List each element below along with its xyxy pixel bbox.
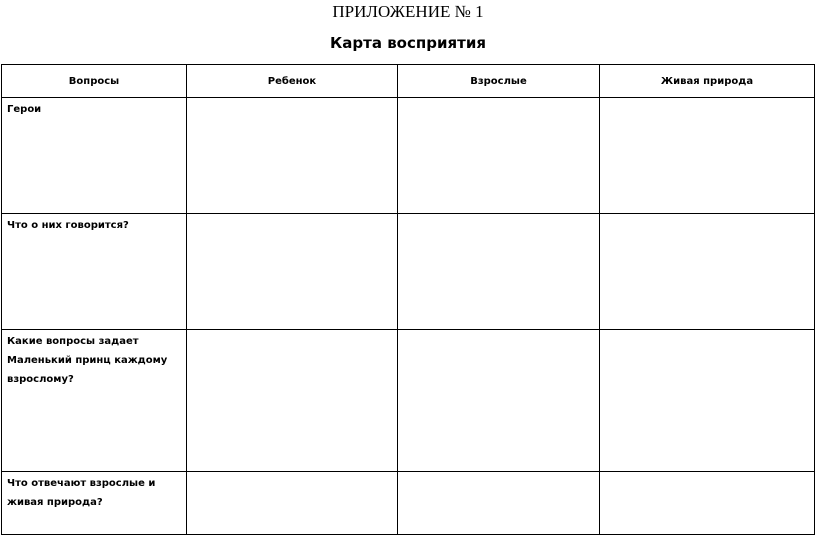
answer-cell-child[interactable] xyxy=(187,330,398,472)
table-row xyxy=(2,98,815,214)
answer-cell-child[interactable] xyxy=(187,214,398,330)
answer-cell-nature[interactable] xyxy=(600,472,815,535)
question-cell: Что о них говорится? xyxy=(2,214,187,330)
column-header-adults: Взрослые xyxy=(398,65,600,98)
answer-cell-nature[interactable] xyxy=(600,214,815,330)
answer-cell-nature[interactable] xyxy=(600,330,815,472)
perception-map-table xyxy=(1,64,815,535)
page-title: Карта восприятия xyxy=(330,34,486,52)
question-cell: Какие вопросы задает Маленький принц каждому взрослому? xyxy=(2,330,187,472)
answer-cell-adults[interactable] xyxy=(398,330,600,472)
column-header-nature: Живая природа xyxy=(600,65,815,98)
table-row xyxy=(2,214,815,330)
question-cell: Что отвечают взрослые и живая природа? xyxy=(2,472,187,535)
appendix-label: ПРИЛОЖЕНИЕ № 1 xyxy=(332,2,484,21)
answer-cell-adults[interactable] xyxy=(398,472,600,535)
answer-cell-nature[interactable] xyxy=(600,98,815,214)
question-cell: Герои xyxy=(2,98,187,214)
answer-cell-adults[interactable] xyxy=(398,98,600,214)
column-header-questions: Вопросы xyxy=(2,65,187,98)
table-row xyxy=(2,330,815,472)
answer-cell-adults[interactable] xyxy=(398,214,600,330)
answer-cell-child[interactable] xyxy=(187,472,398,535)
table-row xyxy=(2,472,815,535)
table-header-row xyxy=(2,65,815,98)
column-header-child: Ребенок xyxy=(187,65,398,98)
answer-cell-child[interactable] xyxy=(187,98,398,214)
